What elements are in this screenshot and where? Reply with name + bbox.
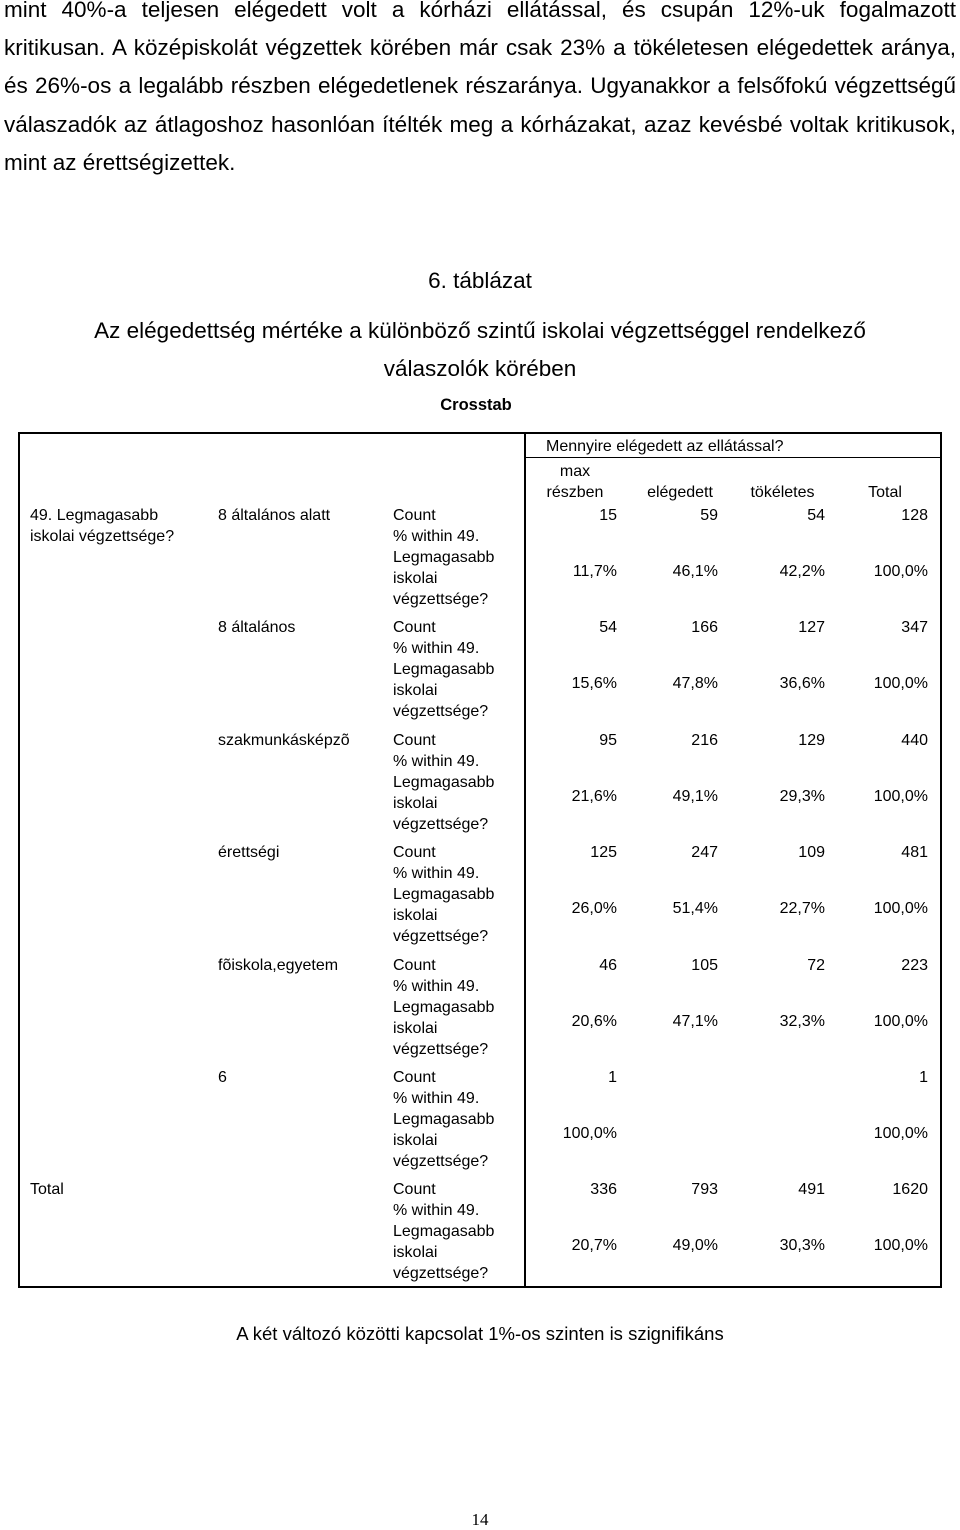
percent-cell: 100,0% [873, 675, 928, 693]
stat-pct-label: végzettsége? [393, 703, 489, 721]
stat-pct-label: Legmagasabb [393, 1111, 495, 1128]
percent-cell: 26,0% [571, 900, 617, 918]
percent-cell: 21,6% [571, 787, 617, 805]
row-label: szakmunkásképzõ [218, 731, 350, 749]
stat-pct-label: iskolai [393, 682, 438, 700]
stat-pct-label: végzettsége? [393, 815, 489, 833]
table-number: 6. táblázat [428, 268, 532, 293]
count-cell: 72 [807, 956, 825, 974]
count-cell: 46 [599, 956, 617, 974]
stat-pct-label: végzettsége? [393, 1265, 489, 1283]
row-variable-line2: iskolai végzettsége? [30, 528, 175, 545]
percent-cell: 100,0% [873, 787, 928, 805]
stat-pct-label: % within 49. [393, 865, 480, 883]
row-label: 8 általános alatt [218, 507, 331, 524]
stat-pct-label: végzettsége? [393, 591, 489, 608]
percent-cell: 32,3% [779, 1012, 825, 1030]
percent-cell: 42,2% [779, 563, 825, 580]
count-cell: 1 [608, 1069, 617, 1086]
stat-pct-label: iskolai [393, 1019, 438, 1037]
stat-pct-label: % within 49. [393, 640, 480, 658]
percent-cell: 51,4% [672, 900, 718, 918]
table-footnote: A két változó közötti kapcsolat 1%-os szinten is szignifikáns [236, 1323, 724, 1344]
percent-cell: 100,0% [873, 563, 928, 580]
percent-cell: 49,1% [672, 787, 718, 805]
table-title-line1: Az elégedettség mértéke a különböző szintű iskolai végzettséggel rendelkező [94, 318, 866, 343]
percent-cell: 29,3% [779, 787, 825, 805]
stat-pct-label: Legmagasabb [393, 661, 495, 679]
table-title [20, 312, 940, 388]
row-label: 6 [218, 1069, 227, 1086]
stat-pct-label: % within 49. [393, 1090, 480, 1107]
count-cell: 125 [590, 844, 617, 862]
count-cell: 54 [807, 507, 825, 524]
percent-cell: 100,0% [873, 1125, 928, 1142]
header-col1-line1: max [559, 463, 591, 480]
stat-pct-label: Legmagasabb [393, 886, 495, 904]
percent-cell: 20,6% [571, 1012, 617, 1030]
stat-pct-label: végzettsége? [393, 1040, 489, 1058]
header-question: Mennyire elégedett az ellátással? [546, 438, 784, 455]
stat-count-label: Count [393, 1181, 436, 1199]
stat-pct-label: Legmagasabb [393, 549, 495, 566]
stat-pct-label: végzettsége? [393, 1153, 489, 1170]
count-cell: 223 [901, 956, 928, 974]
percent-cell: 100,0% [873, 900, 928, 918]
stat-count-label: Count [393, 619, 436, 637]
count-cell: 491 [798, 1181, 825, 1199]
row-label: érettségi [218, 844, 280, 862]
count-cell: 347 [901, 619, 928, 637]
row-label: 8 általános [218, 619, 296, 637]
body-paragraph: mint 40%-a teljesen elégedett volt a kórházi ellátással, és csupán 12%-uk fogalmazott kritikusan. A középiskolát végzettek körében már csak 23% a tökéletesen elégedettek aránya, és 26%-os a legalább részben elégedetlenek részaránya. Ugyanakkor a felsőfokú végzettségű válaszadók az átlagoshoz hasonlóan ítélték meg a kórházakat, azaz kevésbé voltak kritikusok, mint az érettségizettek. [4, 0, 956, 175]
percent-cell: 11,7% [572, 563, 617, 580]
count-cell: 1620 [892, 1181, 928, 1199]
stat-pct-label: iskolai [393, 1132, 438, 1149]
stat-count-label: Count [393, 956, 436, 974]
count-cell: 105 [691, 956, 718, 974]
header-col3: tökéletes [750, 484, 815, 501]
page-number: 14 [471, 1510, 489, 1529]
crosstab-label: Crosstab [440, 396, 512, 414]
count-cell: 128 [901, 507, 928, 524]
count-cell: 336 [590, 1181, 617, 1199]
table-title-line2: válaszolók körében [383, 356, 577, 381]
stat-count-label: Count [393, 844, 436, 862]
count-cell: 109 [798, 844, 825, 862]
percent-cell: 100,0% [562, 1125, 617, 1142]
stat-count-label: Count [393, 507, 436, 524]
stat-pct-label: % within 49. [393, 528, 480, 545]
header-divider [524, 457, 940, 458]
count-cell: 440 [901, 731, 928, 749]
count-cell: 166 [691, 619, 718, 637]
count-cell: 95 [599, 731, 617, 749]
table-divider [524, 434, 526, 1286]
stat-pct-label: Legmagasabb [393, 773, 495, 791]
percent-cell: 36,6% [779, 675, 825, 693]
stat-count-label: Count [393, 731, 436, 749]
stat-pct-label: iskolai [393, 794, 438, 812]
percent-cell: 47,1% [672, 1012, 718, 1030]
stat-pct-label: Legmagasabb [393, 1223, 495, 1241]
percent-cell: 15,6% [571, 675, 617, 693]
header-col4: Total [868, 484, 902, 501]
stat-pct-label: végzettsége? [393, 928, 489, 946]
stat-pct-label: % within 49. [393, 977, 480, 995]
count-cell: 1 [919, 1069, 928, 1086]
stat-pct-label: iskolai [393, 570, 438, 587]
count-cell: 15 [599, 507, 617, 524]
percent-cell: 47,8% [672, 675, 718, 693]
count-cell: 59 [700, 507, 718, 524]
count-cell: 127 [798, 619, 825, 637]
percent-cell: 20,7% [571, 1237, 617, 1255]
stat-pct-label: iskolai [393, 1244, 438, 1262]
percent-cell: 49,0% [672, 1237, 718, 1255]
percent-cell: 46,1% [672, 563, 718, 580]
percent-cell: 100,0% [873, 1237, 928, 1255]
count-cell: 793 [691, 1181, 718, 1199]
count-cell: 247 [691, 844, 718, 862]
header-col1-line2: részben [546, 484, 604, 501]
count-cell: 129 [798, 731, 825, 749]
count-cell: 54 [599, 619, 617, 637]
percent-cell: 30,3% [779, 1237, 825, 1255]
row-variable-line1: 49. Legmagasabb [30, 507, 159, 524]
stat-pct-label: iskolai [393, 907, 438, 925]
count-cell: 216 [691, 731, 718, 749]
percent-cell: 22,7% [779, 900, 825, 918]
row-label: fõiskola,egyetem [218, 956, 339, 974]
total-row-label: Total [30, 1181, 64, 1198]
stat-count-label: Count [393, 1069, 436, 1086]
stat-pct-label: % within 49. [393, 752, 480, 770]
header-col2: elégedett [647, 484, 713, 501]
count-cell: 481 [901, 844, 928, 862]
stat-pct-label: % within 49. [393, 1202, 480, 1220]
stat-pct-label: Legmagasabb [393, 998, 495, 1016]
percent-cell: 100,0% [873, 1012, 928, 1030]
